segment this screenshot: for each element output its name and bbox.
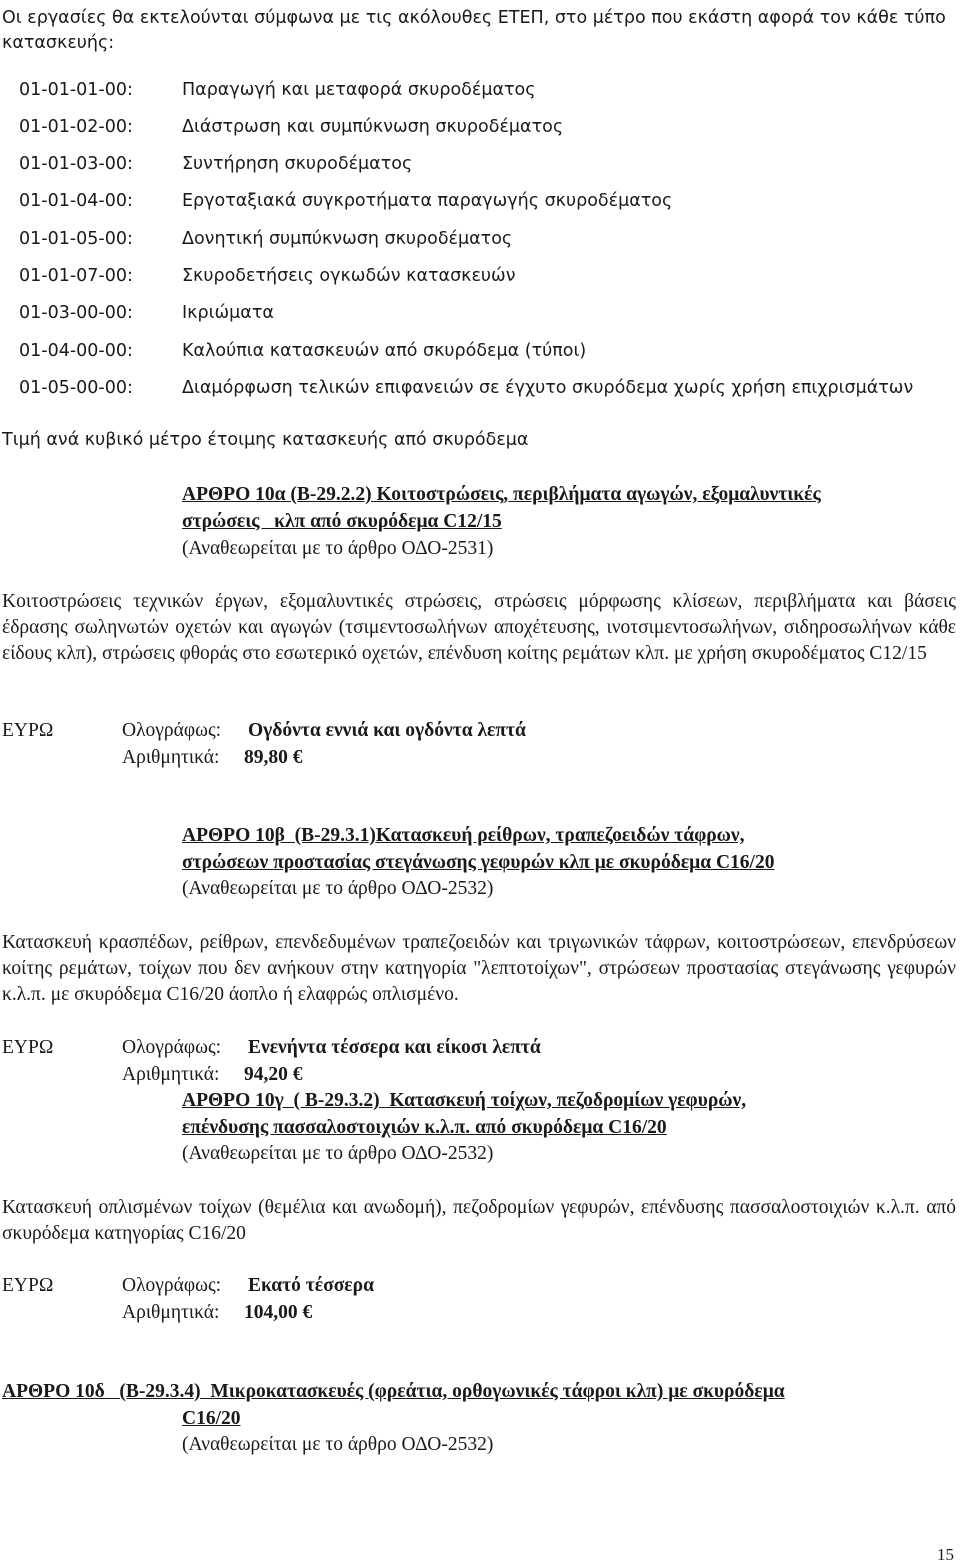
article-heading: C16/20 [182, 1408, 241, 1429]
etep-title: Διάστρωση και συμπύκνωση σκυροδέματος [182, 117, 564, 137]
etep-title: Παραγωγή και μεταφορά σκυροδέματος [182, 80, 536, 100]
words-label: Ολογράφως: [122, 1275, 222, 1296]
article-description: Κατασκευή κρασπέδων, ρείθρων, επενδεδυμένων τραπεζοειδών και τριγωνικών τάφρων, κοιτοστρώσεων, επενδρύσεων κοίτης ρεμάτων, τοίχων που δεν ανήκουν στην κατηγορία "λεπτοτοίχων", στρώσεων προστασίας στεγάνωσης γεφυρών κ.λ.π. με σκυρόδεμα C16/20 άοπλο ή ελαφρώς οπλισμένο. [2, 932, 956, 1005]
etep-title: Σκυροδετήσεις ογκωδών κατασκευών [182, 266, 516, 286]
article-revision: (Αναθεωρείται με το άρθρο ΟΔΟ-2532) [182, 1434, 494, 1455]
article-revision: (Αναθεωρείται με το άρθρο ΟΔΟ-2531) [182, 538, 494, 559]
price-numeric: 89,80 € [244, 747, 303, 768]
price-numeric: 104,00 € [244, 1302, 313, 1323]
numbers-label: Αριθμητικά: [122, 747, 220, 768]
words-label: Ολογράφως: [122, 1037, 222, 1058]
currency-label: ΕΥΡΩ [2, 1275, 54, 1296]
article-heading: επένδυσης πασσαλοστοιχιών κ.λ.π. από σκυρόδεμα C16/20 [182, 1117, 667, 1138]
article-heading: στρώσεων προστασίας στεγάνωσης γεφυρών κλπ με σκυρόδεμα C16/20 [182, 852, 775, 873]
etep-code: 01-05-00-00: [19, 378, 133, 398]
price-words: Ογδόντα εννιά και ογδόντα λεπτά [248, 720, 526, 741]
article-heading: ΑΡΘΡΟ 10β (Β-29.3.1)Κατασκευή ρείθρων, τραπεζοειδών τάφρων, [182, 825, 745, 846]
numbers-label: Αριθμητικά: [122, 1302, 220, 1323]
etep-title: Εργοταξιακά συγκροτήματα παραγωγής σκυροδέματος [182, 191, 673, 211]
words-label: Ολογράφως: [122, 720, 222, 741]
price-note: Τιμή ανά κυβικό μέτρο έτοιμης κατασκευής από σκυρόδεμα [2, 430, 529, 450]
numbers-label: Αριθμητικά: [122, 1064, 220, 1085]
etep-title: Δονητική συμπύκνωση σκυροδέματος [182, 229, 513, 249]
etep-code: 01-01-05-00: [19, 229, 133, 249]
article-heading: ΑΡΘΡΟ 10δ (Β-29.3.4) Μικροκατασκευές (φρεάτια, ορθογωνικές τάφροι κλπ) με σκυρόδεμα [2, 1381, 785, 1402]
article-heading: ΑΡΘΡΟ 10γ ( Β-29.3.2) Κατασκευή τοίχων, πεζοδρομίων γεφυρών, [182, 1090, 747, 1111]
article-heading: στρώσεις κλπ από σκυρόδεμα C12/15 [182, 511, 502, 532]
etep-title: Καλούπια κατασκευών από σκυρόδεμα (τύποι) [182, 341, 587, 361]
etep-code: 01-03-00-00: [19, 303, 133, 323]
intro-paragraph: Οι εργασίες θα εκτελούνται σύμφωνα με τις ακόλουθες ΕΤΕΠ, στο μέτρο που εκάστη αφορά τον κάθε τύπο κατασκευής: [2, 8, 946, 53]
etep-code: 01-04-00-00: [19, 341, 133, 361]
etep-code: 01-01-02-00: [19, 117, 133, 137]
page-number: 15 [937, 1545, 954, 1564]
article-heading: ΑΡΘΡΟ 10α (Β-29.2.2) Κοιτοστρώσεις, περιβλήματα αγωγών, εξομαλυντικές [182, 484, 821, 505]
etep-code: 01-01-01-00: [19, 80, 133, 100]
article-revision: (Αναθεωρείται με το άρθρο ΟΔΟ-2532) [182, 1143, 494, 1164]
etep-code: 01-01-04-00: [19, 191, 133, 211]
price-numeric: 94,20 € [244, 1064, 303, 1085]
price-words: Ενενήντα τέσσερα και είκοσι λεπτά [248, 1037, 541, 1058]
etep-title: Ικριώματα [182, 303, 274, 323]
etep-title: Διαμόρφωση τελικών επιφανειών σε έγχυτο σκυρόδεμα χωρίς χρήση επιχρισμάτων [182, 378, 914, 398]
currency-label: ΕΥΡΩ [2, 720, 54, 741]
currency-label: ΕΥΡΩ [2, 1037, 54, 1058]
article-description: Κοιτοστρώσεις τεχνικών έργων, εξομαλυντικές στρώσεις, στρώσεις μόρφωσης κλίσεων, περιβλήματα και βάσεις έδρασης σωληνωτών οχετών και αγωγών (τσιμεντοσωλήνων αποχέτευσης, ινοτσιμεντοσωλήνων, σιδηροσωλήνων κάθε είδους κλπ), στρώσεις φθοράς στο εσωτερικό οχετών, επένδυση κοίτης ρεμάτων κλπ. με χρήση σκυροδέματος C12/15 [2, 591, 956, 664]
price-words: Εκατό τέσσερα [248, 1275, 374, 1296]
etep-title: Συντήρηση σκυροδέματος [182, 154, 413, 174]
article-revision: (Αναθεωρείται με το άρθρο ΟΔΟ-2532) [182, 878, 494, 899]
etep-code: 01-01-07-00: [19, 266, 133, 286]
etep-code: 01-01-03-00: [19, 154, 133, 174]
article-description: Κατασκευή οπλισμένων τοίχων (θεμέλια και ανωδομή), πεζοδρομίων γεφυρών, επένδυσης πασσαλοστοιχιών κ.λ.π. από σκυρόδεμα κατηγορίας C16/20 [2, 1197, 956, 1244]
